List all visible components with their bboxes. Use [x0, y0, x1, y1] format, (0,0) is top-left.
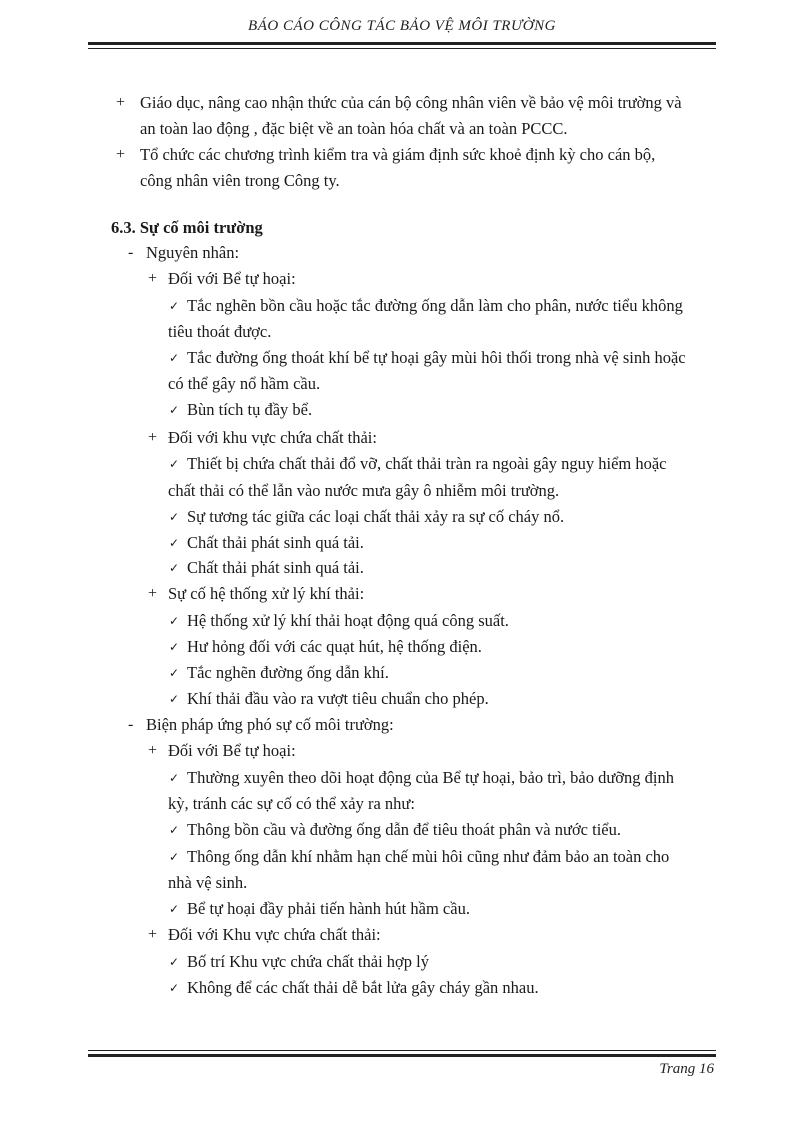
item-line: chất thải có thể lẫn vào nước mưa gây ô nhiễm môi trường.: [168, 481, 560, 500]
group-label: Đối với Bể tự hoại:: [168, 269, 296, 288]
item-line: Không để các chất thải dễ bắt lửa gây cháy gần nhau.: [187, 978, 539, 997]
check-icon: ✓: [169, 561, 180, 575]
dash-bullet: -: [128, 244, 134, 261]
item-line: Chất thải phát sinh quá tải.: [187, 533, 364, 552]
check-icon: ✓: [169, 692, 180, 706]
header-title: BÁO CÁO CÔNG TÁC BẢO VỆ MÔI TRƯỜNG: [248, 18, 556, 34]
group-label: Đối với khu vực chứa chất thải:: [168, 428, 377, 447]
check-icon: ✓: [169, 771, 180, 785]
item-line: Bể tự hoại đầy phải tiến hành hút hầm cầu.: [187, 899, 470, 918]
check-icon: ✓: [169, 640, 180, 654]
item-line: Tắc đường ống thoát khí bể tự hoại gây mùi hôi thối trong nhà vệ sinh hoặc: [187, 348, 686, 367]
plus-bullet: +: [148, 429, 158, 446]
intro-line: Tổ chức các chương trình kiểm tra và giám định sức khoẻ định kỳ cho cán bộ,: [140, 145, 656, 164]
check-icon: ✓: [169, 850, 180, 864]
check-icon: ✓: [169, 457, 180, 471]
intro-line: an toàn lao động , đặc biệt về an toàn hóa chất và an toàn PCCC.: [140, 119, 568, 138]
item-line: Bùn tích tụ đầy bể.: [187, 400, 313, 419]
plus-bullet: +: [148, 270, 158, 287]
check-icon: ✓: [169, 536, 180, 550]
check-icon: ✓: [169, 981, 180, 995]
check-icon: ✓: [169, 666, 180, 680]
check-icon: ✓: [169, 614, 180, 628]
page-number: Trang 16: [659, 1061, 714, 1077]
intro-line: công nhân viên trong Công ty.: [140, 171, 340, 190]
plus-bullet: +: [148, 585, 158, 602]
item-line: Thiết bị chứa chất thải đổ vỡ, chất thải tràn ra ngoài gây nguy hiểm hoặc: [187, 454, 667, 473]
check-icon: ✓: [169, 510, 180, 524]
section-heading: 6.3. Sự cố môi trường: [111, 218, 263, 237]
check-icon: ✓: [169, 823, 180, 837]
measures-label: Biện pháp ứng phó sự cố môi trường:: [146, 715, 394, 734]
item-line: Tắc nghẽn bồn cầu hoặc tắc đường ống dẫn làm cho phân, nước tiểu không: [187, 296, 683, 315]
plus-bullet: +: [116, 94, 126, 111]
header-rule: [88, 42, 716, 49]
group-label: Sự cố hệ thống xử lý khí thải:: [168, 584, 365, 603]
item-line: Hư hỏng đối với các quạt hút, hệ thống điện.: [187, 637, 482, 656]
item-line: có thể gây nổ hầm cầu.: [168, 374, 321, 393]
plus-bullet: +: [116, 146, 126, 163]
group-label: Đối với Bể tự hoại:: [168, 741, 296, 760]
item-line: Khí thải đầu vào ra vượt tiêu chuẩn cho phép.: [187, 689, 489, 708]
item-line: nhà vệ sinh.: [168, 873, 248, 892]
check-icon: ✓: [169, 351, 180, 365]
plus-bullet: +: [148, 926, 158, 943]
item-line: kỳ, tránh các sự cố có thể xảy ra như:: [168, 794, 415, 813]
group-label: Đối với Khu vực chứa chất thải:: [168, 925, 381, 944]
intro-line: Giáo dục, nâng cao nhận thức của cán bộ công nhân viên về bảo vệ môi trường và: [140, 93, 682, 112]
item-line: Thông bồn cầu và đường ống dẫn để tiêu thoát phân và nước tiểu.: [187, 820, 621, 839]
footer-rule: [88, 1050, 716, 1057]
dash-bullet: -: [128, 716, 134, 733]
item-line: Chất thải phát sinh quá tải.: [187, 558, 364, 577]
causes-label: Nguyên nhân:: [146, 243, 240, 262]
item-line: Sự tương tác giữa các loại chất thải xảy ra sự cố cháy nổ.: [187, 507, 565, 526]
check-icon: ✓: [169, 955, 180, 969]
item-line: tiêu thoát được.: [168, 322, 272, 341]
item-line: Hệ thống xử lý khí thải hoạt động quá công suất.: [187, 611, 509, 630]
item-line: Thường xuyên theo dõi hoạt động của Bể tự hoại, bảo trì, bảo dưỡng định: [187, 768, 674, 787]
check-icon: ✓: [169, 403, 180, 417]
item-line: Tắc nghẽn đường ống dẫn khí.: [187, 663, 389, 682]
item-line: Thông ống dẫn khí nhằm hạn chế mùi hôi cũng như đảm bảo an toàn cho: [187, 847, 670, 866]
check-icon: ✓: [169, 299, 180, 313]
check-icon: ✓: [169, 902, 180, 916]
item-line: Bố trí Khu vực chứa chất thải hợp lý: [187, 952, 429, 971]
plus-bullet: +: [148, 742, 158, 759]
